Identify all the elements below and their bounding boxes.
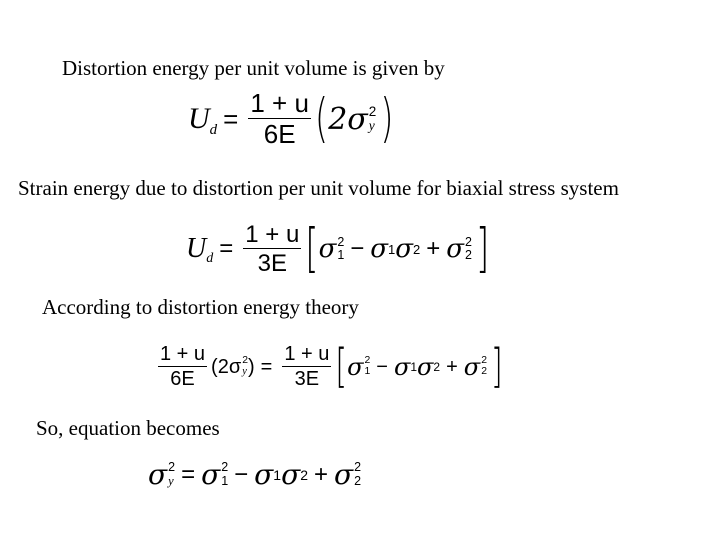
eq4-s1: σ [201,458,221,491]
eq4-plus: + [314,460,329,488]
eq3-equals: = [260,355,273,378]
eq1-close-paren: ) [380,88,394,151]
eq2-open-bracket: [ [305,218,319,281]
equation-final [148,458,361,491]
eq2-s12b-sub: 2 [413,241,421,257]
eq3-s12a-sub: 1 [410,360,418,374]
eq3-fraction-right [282,344,331,390]
eq3-s1: σ [347,353,364,381]
eq1-denominator: 6E [263,119,296,150]
eq4-s12b-sub: 2 [300,466,308,483]
equation-strain-energy-biaxial [186,218,490,281]
eq2-numerator: 1 + u [245,221,300,248]
eq2-s1-sub: 1 [337,248,345,263]
eq4-lhs-sub: y [168,473,174,488]
eq1-lhs-sub: d [209,121,218,138]
eq3-s1-sub: 1 [364,366,371,377]
eq1-body: 2σ [328,101,368,137]
eq4-s1-scripts [221,461,228,487]
text-equation-becomes: So, equation becomes [36,416,220,440]
eq2-s1: σ [318,234,337,265]
eq4-s2-scripts [354,461,361,487]
eq2-close-bracket: ] [475,218,490,281]
eq1-numerator: 1 + u [250,88,309,118]
eq2-s2-sup: 2 [465,235,472,250]
eq3-mid-sup: 2 [242,355,248,367]
eq4-minus: − [234,460,249,488]
eq3-s12a: σ [393,353,411,381]
eq1-equals: = [223,103,239,134]
eq2-s2-scripts [465,236,472,262]
eq3-mid-close: ) [247,355,255,378]
eq3-s1-sup: 2 [364,355,371,367]
eq2-s12b: σ [395,234,413,265]
eq4-s2-sup: 2 [354,460,362,475]
eq3-fraction-left [158,344,207,390]
eq3-s12b-sub: 2 [433,360,441,374]
eq2-s2: σ [446,234,464,265]
eq2-denominator: 3E [257,250,287,278]
eq4-equals: = [181,460,196,488]
eq3-open-bracket: [ [335,339,348,395]
eq2-lhs-sub: d [206,251,214,267]
eq2-s12a: σ [370,234,389,265]
eq4-s2: σ [334,458,354,491]
eq4-lhs-sup: 2 [168,460,176,475]
eq3-s2-scripts [481,356,487,378]
eq4-lhs-scripts [168,461,175,487]
eq4-s1-sup: 2 [221,460,229,475]
eq3-s2-sup: 2 [481,355,487,367]
eq4-s12a: σ [254,458,274,491]
eq2-s1-scripts [337,236,344,262]
eq3-s2-sub: 2 [481,366,487,377]
eq3-mid-sub: y [242,366,247,377]
eq3-numerator-right: 1 + u [284,343,330,365]
eq2-plus: + [426,235,441,263]
text-strain-energy-biaxial: Strain energy due to distortion per unit volume for biaxial stress system [18,176,619,200]
eq3-numerator-left: 1 + u [160,343,206,365]
eq3-s1-scripts [364,356,370,378]
eq4-s1-sub: 1 [221,473,229,488]
eq4-s2-sub: 2 [354,473,362,488]
eq1-lhs: U [188,102,210,136]
eq3-plus: + [446,355,458,378]
eq3-s2: σ [463,353,481,381]
eq2-minus: − [350,235,365,263]
eq4-lhs: σ [148,458,168,491]
eq2-fraction [243,222,301,276]
eq1-fraction [248,90,311,149]
eq3-s12b: σ [417,353,434,381]
text-distortion-energy-theory: According to distortion energy theory [42,295,359,319]
eq2-lhs: U [186,233,207,265]
eq1-body-sub: y [368,118,375,134]
eq3-mid: (2σ [211,355,242,378]
equation-distortion-energy [188,90,394,149]
eq4-s12a-sub: 1 [273,466,282,483]
eq2-s12a-sub: 1 [388,241,396,257]
eq2-s2-sub: 2 [465,248,472,263]
eq4-s12b: σ [281,458,301,491]
eq2-s1-sup: 2 [337,235,345,250]
eq1-open-paren: ( [314,88,329,151]
equation-theory [154,339,503,395]
eq3-denominator-right: 3E [294,368,320,390]
eq1-body-sup: 2 [368,104,377,120]
text-distortion-energy-intro: Distortion energy per unit volume is given by [62,56,445,80]
eq3-close-bracket: ] [490,339,503,395]
eq3-denominator-left: 6E [170,368,195,390]
eq3-minus: − [376,355,388,378]
eq2-equals: = [219,235,234,263]
eq1-body-scripts [369,105,377,133]
